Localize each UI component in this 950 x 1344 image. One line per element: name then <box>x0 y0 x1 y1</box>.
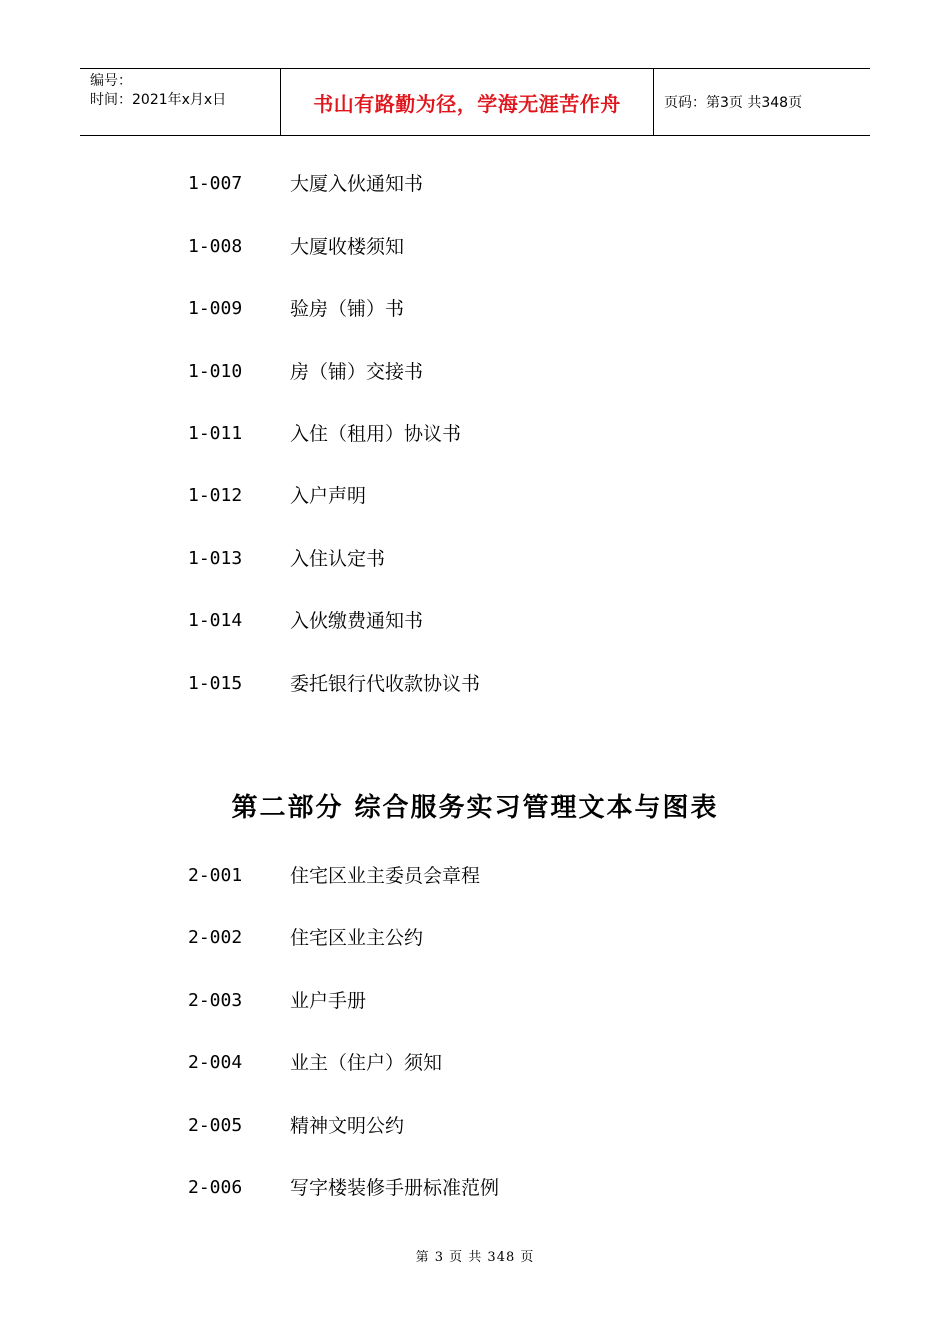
header-motto: 书山有路勤为径，学海无涯苦作舟 <box>281 69 654 135</box>
toc-item-code: 1-015 <box>188 673 243 694</box>
toc-item-title: 入伙缴费通知书 <box>290 610 424 632</box>
toc-item-title: 入住（租用）协议书 <box>290 423 462 445</box>
toc-item-code: 1-009 <box>188 298 243 319</box>
toc-item-title: 大厦收楼须知 <box>290 236 405 258</box>
toc-item-code: 1-011 <box>188 423 243 444</box>
toc-item-title: 验房（铺）书 <box>290 298 405 320</box>
toc-item-code: 2-005 <box>188 1115 243 1136</box>
toc-item-code: 1-007 <box>188 173 243 194</box>
toc-item-code: 2-001 <box>188 865 243 886</box>
document-number-label: 编号： <box>90 73 132 89</box>
toc-item-title: 业户手册 <box>290 990 367 1012</box>
toc-item-title: 大厦入伙通知书 <box>290 173 424 195</box>
page-header <box>80 68 870 136</box>
header-page-info: 页码：第3页 共348页 <box>664 95 803 111</box>
toc-item-code: 2-004 <box>188 1052 243 1073</box>
toc-item-title: 业主（住户）须知 <box>290 1052 443 1074</box>
section-heading: 第二部分 综合服务实习管理文本与图表 <box>231 793 719 823</box>
toc-item-title: 住宅区业主委员会章程 <box>290 865 481 887</box>
toc-item-title: 入住认定书 <box>290 548 386 570</box>
page-footer: 第 3 页 共 348 页 <box>415 1250 535 1265</box>
toc-item-title: 入户声明 <box>290 485 367 507</box>
toc-item-title: 精神文明公约 <box>290 1115 405 1137</box>
toc-item-title: 房（铺）交接书 <box>290 361 424 383</box>
toc-item-code: 2-006 <box>188 1177 243 1198</box>
document-time-label: 时间：2021年x月x日 <box>90 92 227 108</box>
toc-item-code: 1-010 <box>188 361 243 382</box>
toc-item-title: 住宅区业主公约 <box>290 927 424 949</box>
toc-item-code: 2-002 <box>188 927 243 948</box>
header-meta <box>80 69 281 135</box>
toc-item-code: 1-012 <box>188 485 243 506</box>
toc-item-title: 写字楼装修手册标准范例 <box>290 1177 500 1199</box>
toc-item-code: 2-003 <box>188 990 243 1011</box>
toc-item-code: 1-013 <box>188 548 243 569</box>
toc-item-title: 委托银行代收款协议书 <box>290 673 481 695</box>
toc-item-code: 1-008 <box>188 236 243 257</box>
toc-item-code: 1-014 <box>188 610 243 631</box>
